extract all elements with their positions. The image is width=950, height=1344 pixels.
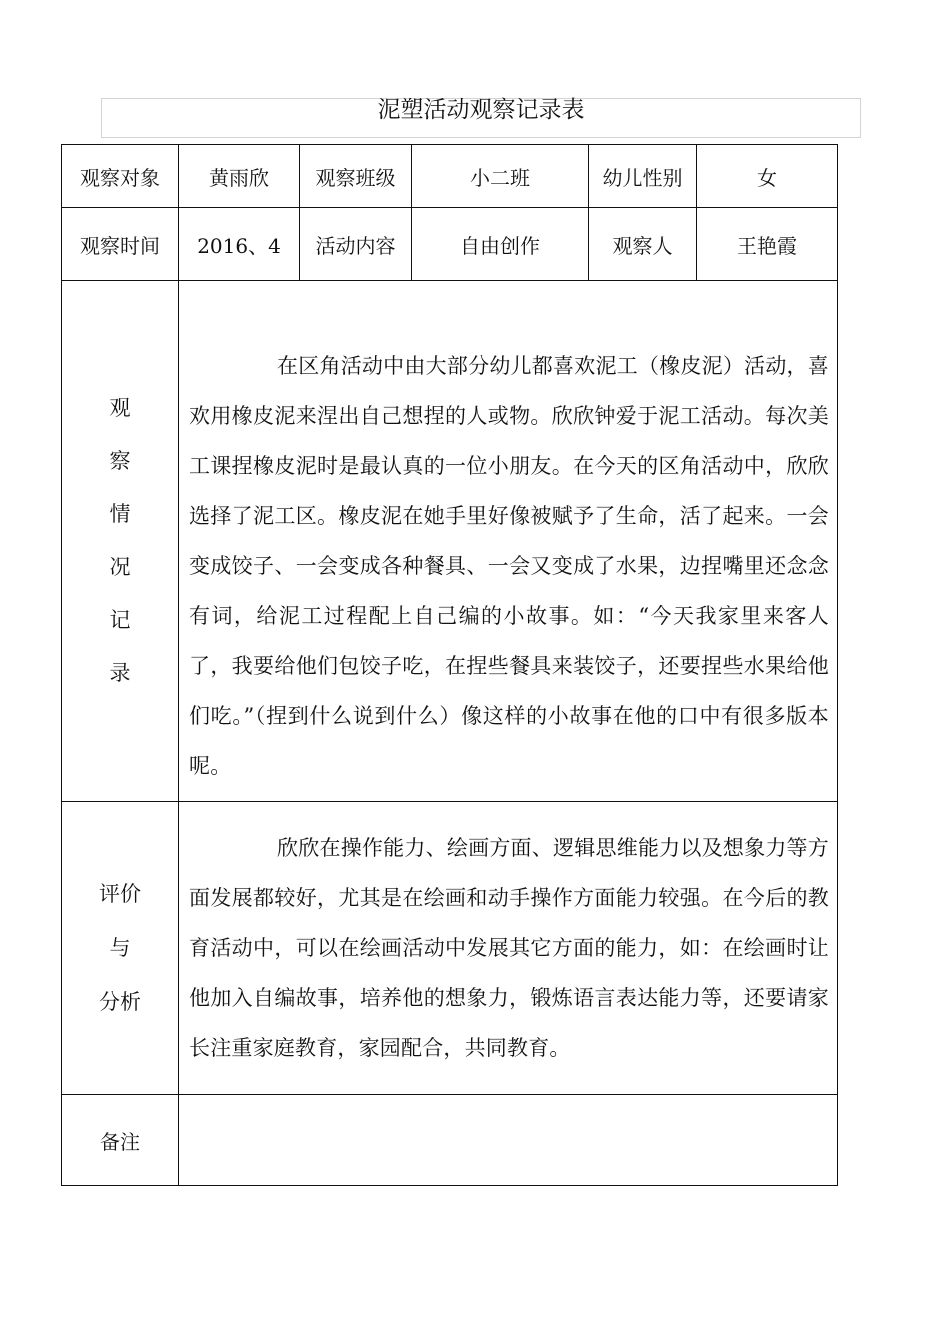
evaluation-label (62, 867, 178, 1029)
activity-label: 活动内容 (300, 208, 412, 281)
remarks-label: 备注 (62, 1095, 179, 1186)
subject-label: 观察对象 (62, 145, 179, 208)
observation-content-cell (179, 281, 838, 802)
table-row-evaluation (62, 802, 838, 1095)
observation-label-char: 观 (109, 396, 131, 420)
class-value: 小二班 (412, 145, 589, 208)
time-label: 观察时间 (62, 208, 179, 281)
evaluation-label-line: 与 (109, 936, 131, 960)
observation-label-char: 察 (109, 449, 131, 473)
observation-label-char: 录 (109, 661, 131, 685)
class-label: 观察班级 (300, 145, 412, 208)
observation-label-char: 况 (109, 555, 131, 579)
observer-label: 观察人 (589, 208, 697, 281)
table-row-time-info (62, 208, 838, 281)
observation-text: 在区角活动中由大部分幼儿都喜欢泥工（橡皮泥）活动，喜欢用橡皮泥来涅出自己想捏的人或物。欣欣钟爱于泥工活动。每次美工课捏橡皮泥时是最认真的一位小朋友。在今天的区角活动中，欣欣选择了泥工区。橡皮泥在她手里好像被赋予了生命，活了起来。一会变成饺子、一会变成各种餐具、一会又变成了水果，边捏嘴里还念念有词，给泥工过程配上自己编的小故事。如：“今天我家里来客人了，我要给他们包饺子吃，在捏些餐具来装饺子，还要捏些水果给他们吃。”（捏到什么说到什么）像这样的小故事在他的口中有很多版本呢。 (189, 354, 829, 778)
observation-label-char: 记 (109, 608, 131, 632)
observation-label (62, 382, 178, 700)
gender-value: 女 (697, 145, 838, 208)
table-row-observation (62, 281, 838, 802)
subject-value: 黄雨欣 (179, 145, 300, 208)
observation-label-char: 情 (109, 502, 131, 526)
evaluation-content-cell (179, 802, 838, 1095)
remarks-value (179, 1095, 838, 1186)
evaluation-label-line: 分析 (99, 990, 141, 1014)
title-text: 泥塑活动观察记录表 (377, 97, 585, 123)
time-value: 2016、4 (179, 208, 300, 281)
evaluation-label-line: 评价 (99, 882, 141, 906)
evaluation-text: 欣欣在操作能力、绘画方面、逻辑思维能力以及想象力等方面发展都较好，尤其是在绘画和动手操作方面能力较强。在今后的教育活动中，可以在绘画活动中发展其它方面的能力，如：在绘画时让他加入自编故事，培养他的想象力，锻炼语言表达能力等，还要请家长注重家庭教育，家园配合，共同教育。 (189, 836, 829, 1060)
observation-record-table (61, 144, 838, 1186)
gender-label: 幼儿性别 (589, 145, 697, 208)
observer-value: 王艳霞 (697, 208, 838, 281)
activity-value: 自由创作 (412, 208, 589, 281)
evaluation-label-cell (62, 802, 179, 1095)
observation-label-cell (62, 281, 179, 802)
page-title (101, 98, 861, 138)
table-row-remarks (62, 1095, 838, 1186)
table-row-basic-info (62, 145, 838, 208)
